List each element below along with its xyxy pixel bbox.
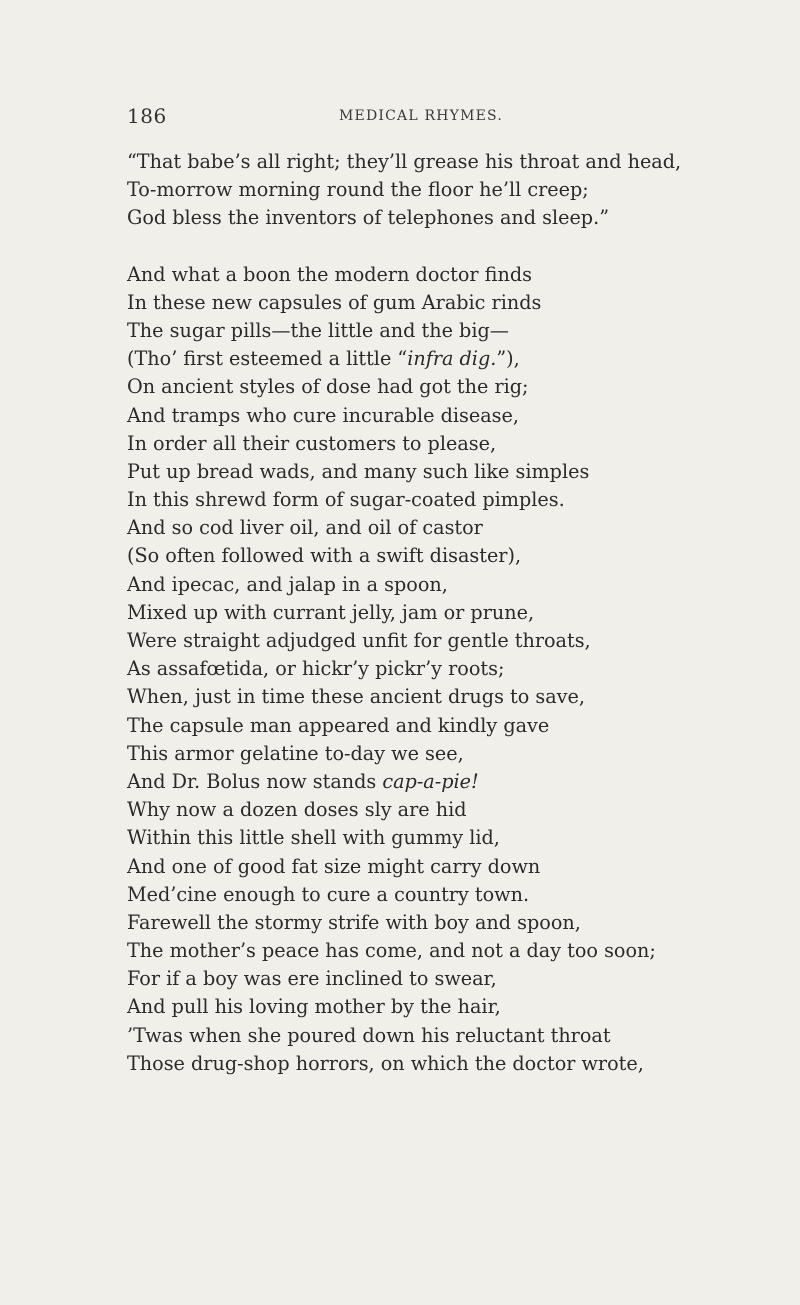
italic-phrase: infra dig. (407, 347, 497, 371)
poem-line: ’Twas when she poured down his reluctant throat (127, 1023, 611, 1047)
poem-body (127, 148, 787, 1078)
poem-line: As assafœtida, or hickr’y pickr’y roots; (127, 657, 505, 681)
poem-line-cap-a-pie (127, 768, 787, 796)
poem-line-infra-dig (127, 345, 787, 373)
poem-line-text: And Dr. Bolus now stands (127, 769, 383, 793)
stanza-2 (127, 261, 787, 1078)
running-head: MEDICAL RHYMES. (339, 108, 503, 124)
poem-line: Those drug-shop horrors, on which the doctor wrote, (127, 1051, 644, 1075)
poem-line: “That babe’s all right; they’ll grease his throat and head, (127, 150, 682, 173)
poem-line: The sugar pills—the little and the big— (127, 318, 509, 342)
poem-line: This armor gelatine to-day we see, (127, 741, 464, 765)
poem-line: And so cod liver oil, and oil of castor (127, 516, 483, 540)
poem-line: In this shrewd form of sugar-coated pimples. (127, 488, 565, 512)
poem-line: God bless the inventors of telephones and sleep.” (127, 206, 610, 230)
poem-line: To-morrow morning round the floor he’ll creep; (127, 178, 589, 202)
poem-line: Why now a dozen doses sly are hid (127, 798, 467, 822)
poem-line: For if a boy was ere inclined to swear, (127, 967, 497, 991)
poem-line-text: (Tho’ first esteemed a little “ (127, 347, 408, 371)
poem-line: Within this little shell with gummy lid, (127, 826, 500, 850)
poem-line-text: ”), (496, 347, 520, 371)
poem-line: And one of good fat size might carry down (127, 854, 541, 878)
page-header (127, 104, 517, 134)
poem-line: In order all their customers to please, (127, 431, 497, 455)
page-number: 186 (127, 104, 167, 128)
poem-line: On ancient styles of dose had got the rig; (127, 375, 529, 399)
poem-line: Put up bread wads, and many such like simples (127, 459, 590, 483)
poem-line: The capsule man appeared and kindly gave (127, 713, 550, 737)
stanza-1 (127, 148, 787, 233)
poem-line: And ipecac, and jalap in a spoon, (127, 572, 448, 596)
poem-line: Were straight adjudged unfit for gentle throats, (127, 629, 591, 652)
poem-line: Med’cine enough to cure a country town. (127, 882, 530, 906)
poem-line: In these new capsules of gum Arabic rinds (127, 290, 542, 314)
poem-line: The mother’s peace has come, and not a day too soon; (127, 939, 656, 963)
poem-line: Mixed up with currant jelly, jam or prune, (127, 600, 535, 624)
poem-line: And tramps who cure incurable disease, (127, 403, 519, 427)
poem-line: When, just in time these ancient drugs to save, (127, 685, 585, 709)
poem-line: (So often followed with a swift disaster), (127, 544, 522, 568)
poem-line: And pull his loving mother by the hair, (127, 995, 501, 1019)
poem-line: And what a boon the modern doctor finds (127, 262, 532, 286)
italic-phrase: cap-a-pie! (382, 769, 479, 793)
poem-line: Farewell the stormy strife with boy and spoon, (127, 910, 581, 934)
